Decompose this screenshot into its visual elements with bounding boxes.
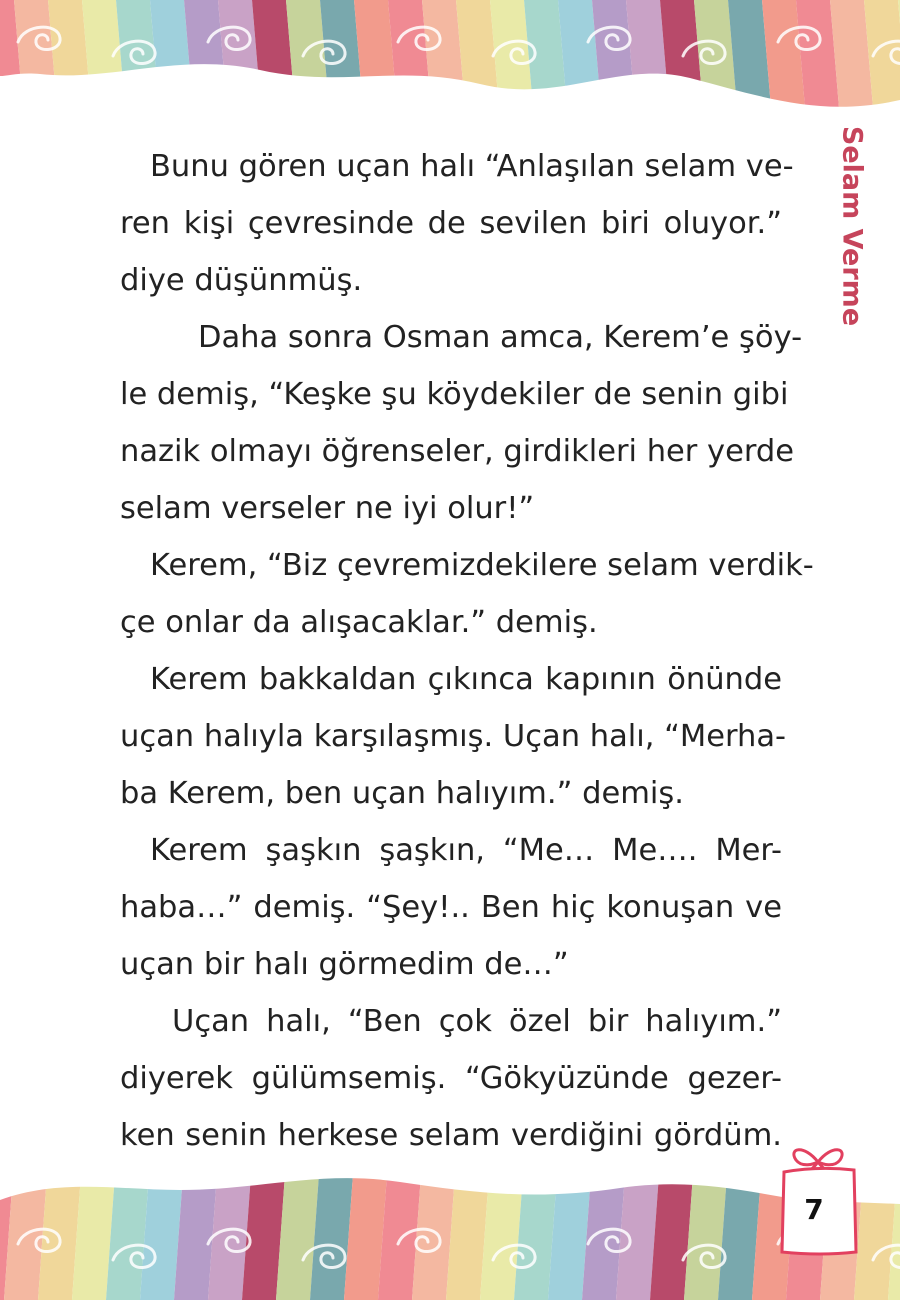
- paragraph-6: [120, 993, 782, 1164]
- text-line: uçan bir halı görmedim de…”: [120, 947, 569, 982]
- side-chapter-title: [812, 125, 892, 327]
- text-line: çe onlar da alışacaklar.” demiş.: [120, 605, 598, 640]
- chapter-title-text: Selam Verme: [836, 125, 868, 327]
- text-line: Kerem, “Biz çevremizdekilere selam verdik-: [150, 548, 814, 583]
- text-line: Bunu gören uçan halı “Anlaşılan selam ve-: [150, 149, 794, 184]
- text-line: diye düşünmüş.: [120, 263, 363, 298]
- paragraph-4: [120, 651, 787, 822]
- text-line: nazik olmayı öğrenseler, girdikleri her yerde: [120, 434, 794, 469]
- story-text: [120, 138, 814, 1164]
- text-line: Daha sonra Osman amca, Kerem’e şöy-: [198, 320, 803, 355]
- text-line: haba…” demiş. “Şey!.. Ben hiç konuşan ve: [120, 890, 782, 925]
- page-number: 7: [804, 1193, 824, 1226]
- striped-swirl-band-top: [0, 0, 900, 120]
- paragraph-3: [120, 537, 814, 651]
- text-line: uçan halıyla karşılaşmış. Uçan halı, “Merha-: [120, 719, 787, 754]
- paragraph-1: [120, 138, 794, 309]
- text-line: selam verseler ne iyi olur!”: [120, 491, 535, 526]
- text-line: Uçan halı, “Ben çok özel bir halıyım.”: [172, 1004, 782, 1039]
- paragraph-2: [120, 309, 803, 537]
- bottom-decorative-band: [0, 1160, 900, 1300]
- text-line: diyerek gülümsemiş. “Gökyüzünde gezer-: [120, 1061, 782, 1096]
- text-line: ba Kerem, ben uçan halıyım.” demiş.: [120, 776, 684, 811]
- text-line: ren kişi çevresinde de sevilen biri oluyor.”: [120, 206, 782, 241]
- paragraph-5: [120, 822, 782, 993]
- striped-swirl-band-bottom: [0, 1160, 900, 1300]
- text-line: Kerem şaşkın şaşkın, “Me… Me…. Mer-: [150, 833, 782, 868]
- text-line: Kerem bakkaldan çıkınca kapının önünde: [150, 662, 782, 697]
- top-decorative-band: [0, 0, 900, 120]
- text-line: ken senin herkese selam verdiğini gördüm.: [120, 1118, 782, 1153]
- text-line: le demiş, “Keşke şu köydekiler de senin gibi: [120, 377, 789, 412]
